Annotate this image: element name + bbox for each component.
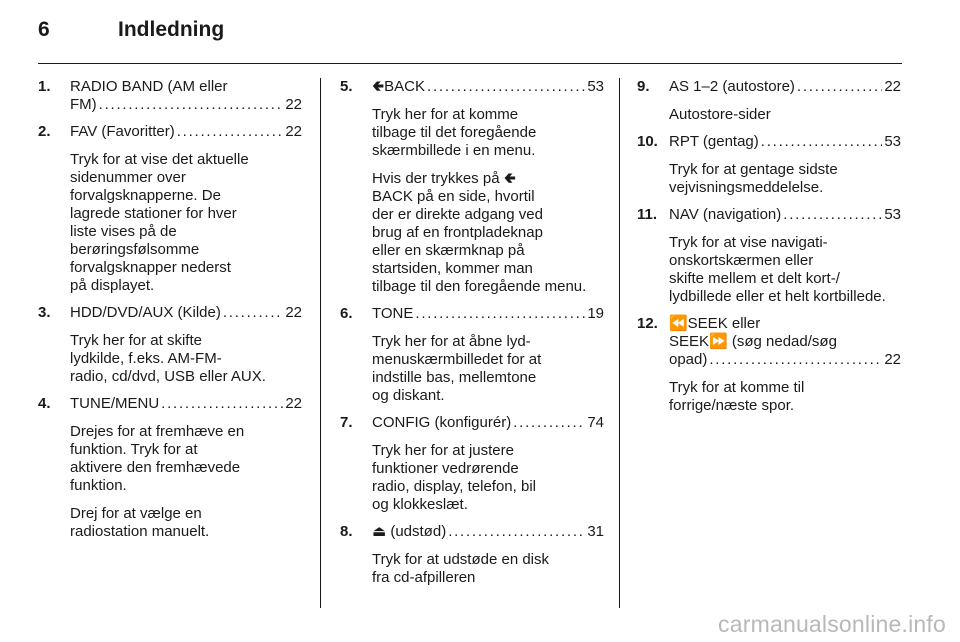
item-title: HDD/DVD/AUX (Kilde) (70, 304, 221, 321)
item-description: Tryk for at gentage sidste vejvisningsmeddelelse. (669, 161, 838, 196)
item-description: Drejes for at fremhæve en funktion. Tryk for at aktivere den fremhævede funktion. (70, 423, 245, 494)
item-title: opad) (669, 351, 708, 368)
column-1 (38, 78, 302, 550)
list-item (340, 78, 604, 296)
page-title: Indledning (118, 18, 225, 41)
item-description: Drej for at vælge en radiostation manuelt. (70, 505, 210, 540)
page-reference: 22 (285, 395, 302, 412)
column-divider (320, 78, 321, 608)
item-title: 🢀BACK (372, 78, 426, 95)
page-reference: 22 (285, 96, 302, 113)
list-item (637, 133, 901, 197)
item-description: Autostore-sider (669, 106, 771, 123)
dot-leader (709, 351, 882, 369)
dot-leader (99, 96, 284, 114)
item-description: Tryk her for at åbne lyd- menuskærmbilledet for at indstille bas, mellemtone og diskant. (372, 333, 542, 404)
list-item (38, 304, 302, 386)
page-reference: 53 (884, 133, 901, 150)
item-title: TUNE/MENU (70, 395, 160, 412)
page-reference: 53 (587, 78, 604, 95)
dot-leader (415, 305, 585, 323)
item-number: 5. (340, 78, 353, 95)
item-title: FAV (Favoritter) (70, 123, 175, 140)
dot-leader (783, 206, 882, 224)
list-item (38, 123, 302, 295)
list-item (637, 78, 901, 124)
item-description: Tryk for at vise navigati- onskortskærmen eller skifte mellem et delt kort-/ lydbillede eller et helt kortbillede. (669, 234, 886, 305)
page-reference: 31 (587, 523, 604, 540)
list-item (637, 206, 901, 306)
item-description: Tryk her for at skifte lydkilde, f.eks. AM-FM- radio, cd/dvd, USB eller AUX. (70, 332, 266, 385)
item-number: 12. (637, 315, 658, 332)
dot-leader (427, 78, 585, 96)
page-reference: 74 (587, 414, 604, 431)
item-description: Tryk for at komme til forrige/næste spor. (669, 379, 805, 414)
page-reference: 22 (884, 78, 901, 95)
item-title: RPT (gentag) (669, 133, 759, 150)
page-number: 6 (38, 18, 50, 41)
item-number: 10. (637, 133, 658, 150)
item-number: 3. (38, 304, 51, 321)
column-divider (619, 78, 620, 608)
item-number: 7. (340, 414, 353, 431)
list-item (340, 305, 604, 405)
page-reference: 22 (285, 304, 302, 321)
item-description: Tryk for at udstøde en disk fra cd-afpilleren (372, 551, 550, 586)
item-number: 1. (38, 78, 51, 95)
dot-leader (223, 304, 283, 322)
list-item (38, 395, 302, 541)
item-title: CONFIG (konfigurér) (372, 414, 512, 431)
page-reference: 22 (884, 351, 901, 368)
item-title: ⏏ (udstød) (372, 523, 447, 540)
dot-leader (177, 123, 284, 141)
item-number: 2. (38, 123, 51, 140)
item-title: AS 1–2 (autostore) (669, 78, 795, 95)
item-title: TONE (372, 305, 414, 322)
item-description: Tryk her for at justere funktioner vedrørende radio, display, telefon, bil og klokkeslæt. (372, 442, 536, 513)
item-title-line: SEEK⏩ (søg nedad/søg (669, 333, 837, 350)
item-number: 6. (340, 305, 353, 322)
list-item (340, 523, 604, 587)
list-item (637, 315, 901, 415)
list-item (38, 78, 302, 114)
page-reference: 22 (285, 123, 302, 140)
item-description: Hvis der trykkes på 🢀 BACK på en side, hvortil der er direkte adgang ved brug af en frontpladeknap eller en skærmknap på startsiden, kommer man tilbage til den foregående menu. (372, 170, 587, 295)
item-number: 8. (340, 523, 353, 540)
dot-leader (513, 414, 585, 432)
item-description: Tryk for at vise det aktuelle sidenummer over forvalgsknapperne. De lagrede stationer for hver liste vises på de berøringsfølsomme forvalgsknapper nederst på displayet. (70, 151, 249, 294)
dot-leader (797, 78, 882, 96)
column-3 (637, 78, 901, 424)
list-item (340, 414, 604, 514)
item-title: NAV (navigation) (669, 206, 782, 223)
header-rule (38, 63, 902, 64)
item-number: 4. (38, 395, 51, 412)
item-number: 11. (637, 206, 658, 223)
watermark: carmanualsonline.info (718, 611, 946, 637)
item-title-line: RADIO BAND (AM eller (70, 78, 228, 95)
dot-leader (161, 395, 283, 413)
column-2 (340, 78, 604, 596)
item-title-line: ⏪SEEK eller (669, 315, 761, 332)
dot-leader (448, 523, 585, 541)
page-reference: 19 (587, 305, 604, 322)
item-title: FM) (70, 96, 97, 113)
page-reference: 53 (884, 206, 901, 223)
dot-leader (761, 133, 883, 151)
item-number: 9. (637, 78, 650, 95)
item-description: Tryk her for at komme tilbage til det foregående skærmbillede i en menu. (372, 106, 537, 159)
